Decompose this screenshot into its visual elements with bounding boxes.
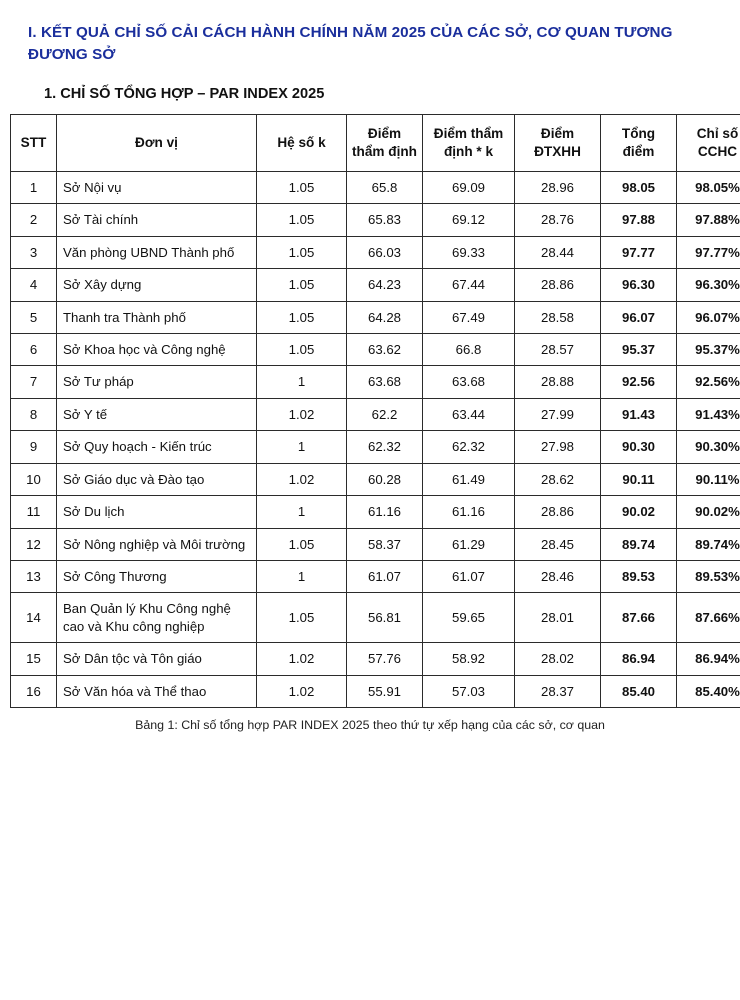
table-row — [11, 366, 740, 398]
table-row — [11, 301, 740, 333]
cell-total: 91.43 — [601, 398, 677, 430]
column-header-unit: Đơn vị — [57, 115, 257, 172]
cell-appraisal-score: 63.62 — [347, 334, 423, 366]
cell-coefficient: 1.02 — [257, 463, 347, 495]
table-row — [11, 398, 740, 430]
cell-dtxhh: 28.44 — [515, 236, 601, 268]
column-header-appraisal-score: Điểm thẩm định — [347, 115, 423, 172]
cell-stt: 14 — [11, 593, 57, 643]
table-row — [11, 269, 740, 301]
cell-unit: Sở Tư pháp — [57, 366, 257, 398]
cell-coefficient: 1.05 — [257, 269, 347, 301]
cell-coefficient: 1.02 — [257, 675, 347, 707]
cell-total: 90.02 — [601, 496, 677, 528]
cell-dtxhh: 28.45 — [515, 528, 601, 560]
table-row — [11, 236, 740, 268]
cell-stt: 5 — [11, 301, 57, 333]
cell-dtxhh: 28.57 — [515, 334, 601, 366]
cell-stt: 15 — [11, 643, 57, 675]
table-header-row — [11, 115, 740, 172]
cell-total: 90.30 — [601, 431, 677, 463]
table-row — [11, 171, 740, 203]
cell-coefficient: 1.02 — [257, 643, 347, 675]
column-header-total: Tổng điểm — [601, 115, 677, 172]
cell-appraisal-score: 61.07 — [347, 561, 423, 593]
cell-index: 96.30% — [677, 269, 740, 301]
cell-stt: 4 — [11, 269, 57, 301]
column-header-k: Hệ số k — [257, 115, 347, 172]
cell-stt: 12 — [11, 528, 57, 560]
column-header-dtxhh: Điểm ĐTXHH — [515, 115, 601, 172]
cell-unit: Sở Văn hóa và Thể thao — [57, 675, 257, 707]
cell-appraisal-score: 57.76 — [347, 643, 423, 675]
cell-dtxhh: 28.01 — [515, 593, 601, 643]
cell-index: 96.07% — [677, 301, 740, 333]
table-row — [11, 593, 740, 643]
cell-appraisal-score-k: 61.16 — [423, 496, 515, 528]
cell-coefficient: 1 — [257, 496, 347, 528]
cell-dtxhh: 28.86 — [515, 496, 601, 528]
cell-index: 90.02% — [677, 496, 740, 528]
cell-index: 91.43% — [677, 398, 740, 430]
cell-stt: 16 — [11, 675, 57, 707]
cell-appraisal-score: 58.37 — [347, 528, 423, 560]
cell-index: 87.66% — [677, 593, 740, 643]
cell-appraisal-score-k: 63.44 — [423, 398, 515, 430]
cell-stt: 9 — [11, 431, 57, 463]
cell-appraisal-score-k: 57.03 — [423, 675, 515, 707]
column-header-stt: STT — [11, 115, 57, 172]
section-title: 1. CHỈ SỐ TỔNG HỢP – PAR INDEX 2025 — [44, 86, 325, 103]
cell-coefficient: 1.05 — [257, 334, 347, 366]
cell-index: 95.37% — [677, 334, 740, 366]
cell-unit: Sở Du lịch — [57, 496, 257, 528]
table-row — [11, 334, 740, 366]
cell-coefficient: 1.05 — [257, 204, 347, 236]
cell-index: 92.56% — [677, 366, 740, 398]
cell-appraisal-score: 65.8 — [347, 171, 423, 203]
column-header-appraisal-score-k: Điểm thẩm định * k — [423, 115, 515, 172]
par-index-table — [10, 114, 740, 708]
cell-appraisal-score: 62.32 — [347, 431, 423, 463]
table-row — [11, 528, 740, 560]
cell-appraisal-score: 56.81 — [347, 593, 423, 643]
cell-stt: 3 — [11, 236, 57, 268]
cell-index: 98.05% — [677, 171, 740, 203]
cell-appraisal-score-k: 69.12 — [423, 204, 515, 236]
cell-total: 87.66 — [601, 593, 677, 643]
cell-appraisal-score: 64.23 — [347, 269, 423, 301]
cell-appraisal-score-k: 63.68 — [423, 366, 515, 398]
cell-unit: Sở Dân tộc và Tôn giáo — [57, 643, 257, 675]
cell-total: 98.05 — [601, 171, 677, 203]
cell-total: 96.07 — [601, 301, 677, 333]
cell-coefficient: 1.05 — [257, 593, 347, 643]
cell-coefficient: 1.05 — [257, 171, 347, 203]
cell-appraisal-score-k: 69.33 — [423, 236, 515, 268]
cell-unit: Sở Tài chính — [57, 204, 257, 236]
cell-dtxhh: 28.02 — [515, 643, 601, 675]
cell-index: 90.11% — [677, 463, 740, 495]
cell-index: 85.40% — [677, 675, 740, 707]
cell-dtxhh: 27.98 — [515, 431, 601, 463]
cell-appraisal-score-k: 69.09 — [423, 171, 515, 203]
table-row — [11, 431, 740, 463]
cell-total: 86.94 — [601, 643, 677, 675]
cell-unit: Sở Y tế — [57, 398, 257, 430]
cell-unit: Sở Giáo dục và Đào tạo — [57, 463, 257, 495]
column-header-index: Chỉ số CCHC — [677, 115, 740, 172]
cell-dtxhh: 28.46 — [515, 561, 601, 593]
cell-dtxhh: 28.96 — [515, 171, 601, 203]
cell-appraisal-score-k: 61.49 — [423, 463, 515, 495]
cell-unit: Sở Quy hoạch - Kiến trúc — [57, 431, 257, 463]
table-row — [11, 496, 740, 528]
cell-coefficient: 1.05 — [257, 236, 347, 268]
cell-dtxhh: 27.99 — [515, 398, 601, 430]
cell-total: 90.11 — [601, 463, 677, 495]
cell-index: 97.88% — [677, 204, 740, 236]
cell-appraisal-score: 66.03 — [347, 236, 423, 268]
cell-unit: Văn phòng UBND Thành phố — [57, 236, 257, 268]
cell-appraisal-score-k: 62.32 — [423, 431, 515, 463]
cell-appraisal-score-k: 58.92 — [423, 643, 515, 675]
cell-coefficient: 1 — [257, 561, 347, 593]
cell-appraisal-score-k: 67.44 — [423, 269, 515, 301]
cell-stt: 2 — [11, 204, 57, 236]
cell-coefficient: 1 — [257, 431, 347, 463]
cell-total: 97.77 — [601, 236, 677, 268]
cell-appraisal-score: 64.28 — [347, 301, 423, 333]
cell-dtxhh: 28.86 — [515, 269, 601, 301]
cell-appraisal-score: 62.2 — [347, 398, 423, 430]
cell-appraisal-score: 60.28 — [347, 463, 423, 495]
cell-dtxhh: 28.88 — [515, 366, 601, 398]
cell-unit: Sở Khoa học và Công nghệ — [57, 334, 257, 366]
cell-unit: Ban Quản lý Khu Công nghệ cao và Khu công nghiệp — [57, 593, 257, 643]
cell-appraisal-score-k: 59.65 — [423, 593, 515, 643]
cell-unit: Sở Xây dựng — [57, 269, 257, 301]
cell-coefficient: 1.05 — [257, 301, 347, 333]
cell-unit: Sở Nội vụ — [57, 171, 257, 203]
cell-dtxhh: 28.58 — [515, 301, 601, 333]
cell-index: 89.74% — [677, 528, 740, 560]
table-header — [11, 115, 740, 172]
cell-stt: 7 — [11, 366, 57, 398]
table-row — [11, 643, 740, 675]
cell-appraisal-score: 55.91 — [347, 675, 423, 707]
cell-total: 89.53 — [601, 561, 677, 593]
cell-coefficient: 1 — [257, 366, 347, 398]
table-row — [11, 204, 740, 236]
table-body — [11, 171, 740, 707]
cell-unit: Thanh tra Thành phố — [57, 301, 257, 333]
cell-coefficient: 1.02 — [257, 398, 347, 430]
table-footnote: Bảng 1: Chỉ số tổng hợp PAR INDEX 2025 theo thứ tự xếp hạng của các sở, cơ quan — [135, 718, 605, 733]
cell-stt: 10 — [11, 463, 57, 495]
page-title: I. KẾT QUẢ CHỈ SỐ CẢI CÁCH HÀNH CHÍNH NĂM 2025 CỦA CÁC SỞ, CƠ QUAN TƯƠNG ĐƯƠNG SỞ — [28, 24, 673, 64]
cell-total: 96.30 — [601, 269, 677, 301]
cell-index: 97.77% — [677, 236, 740, 268]
cell-total: 97.88 — [601, 204, 677, 236]
cell-stt: 8 — [11, 398, 57, 430]
cell-appraisal-score-k: 67.49 — [423, 301, 515, 333]
cell-appraisal-score: 61.16 — [347, 496, 423, 528]
cell-dtxhh: 28.76 — [515, 204, 601, 236]
table-row — [11, 463, 740, 495]
cell-total: 85.40 — [601, 675, 677, 707]
cell-total: 92.56 — [601, 366, 677, 398]
cell-stt: 1 — [11, 171, 57, 203]
cell-index: 90.30% — [677, 431, 740, 463]
cell-total: 89.74 — [601, 528, 677, 560]
cell-appraisal-score-k: 66.8 — [423, 334, 515, 366]
table-row — [11, 675, 740, 707]
cell-total: 95.37 — [601, 334, 677, 366]
cell-coefficient: 1.05 — [257, 528, 347, 560]
cell-dtxhh: 28.37 — [515, 675, 601, 707]
cell-index: 89.53% — [677, 561, 740, 593]
cell-stt: 6 — [11, 334, 57, 366]
cell-stt: 11 — [11, 496, 57, 528]
cell-appraisal-score: 63.68 — [347, 366, 423, 398]
cell-unit: Sở Nông nghiệp và Môi trường — [57, 528, 257, 560]
cell-appraisal-score: 65.83 — [347, 204, 423, 236]
cell-index: 86.94% — [677, 643, 740, 675]
cell-appraisal-score-k: 61.07 — [423, 561, 515, 593]
table-row — [11, 561, 740, 593]
cell-appraisal-score-k: 61.29 — [423, 528, 515, 560]
cell-stt: 13 — [11, 561, 57, 593]
cell-unit: Sở Công Thương — [57, 561, 257, 593]
cell-dtxhh: 28.62 — [515, 463, 601, 495]
